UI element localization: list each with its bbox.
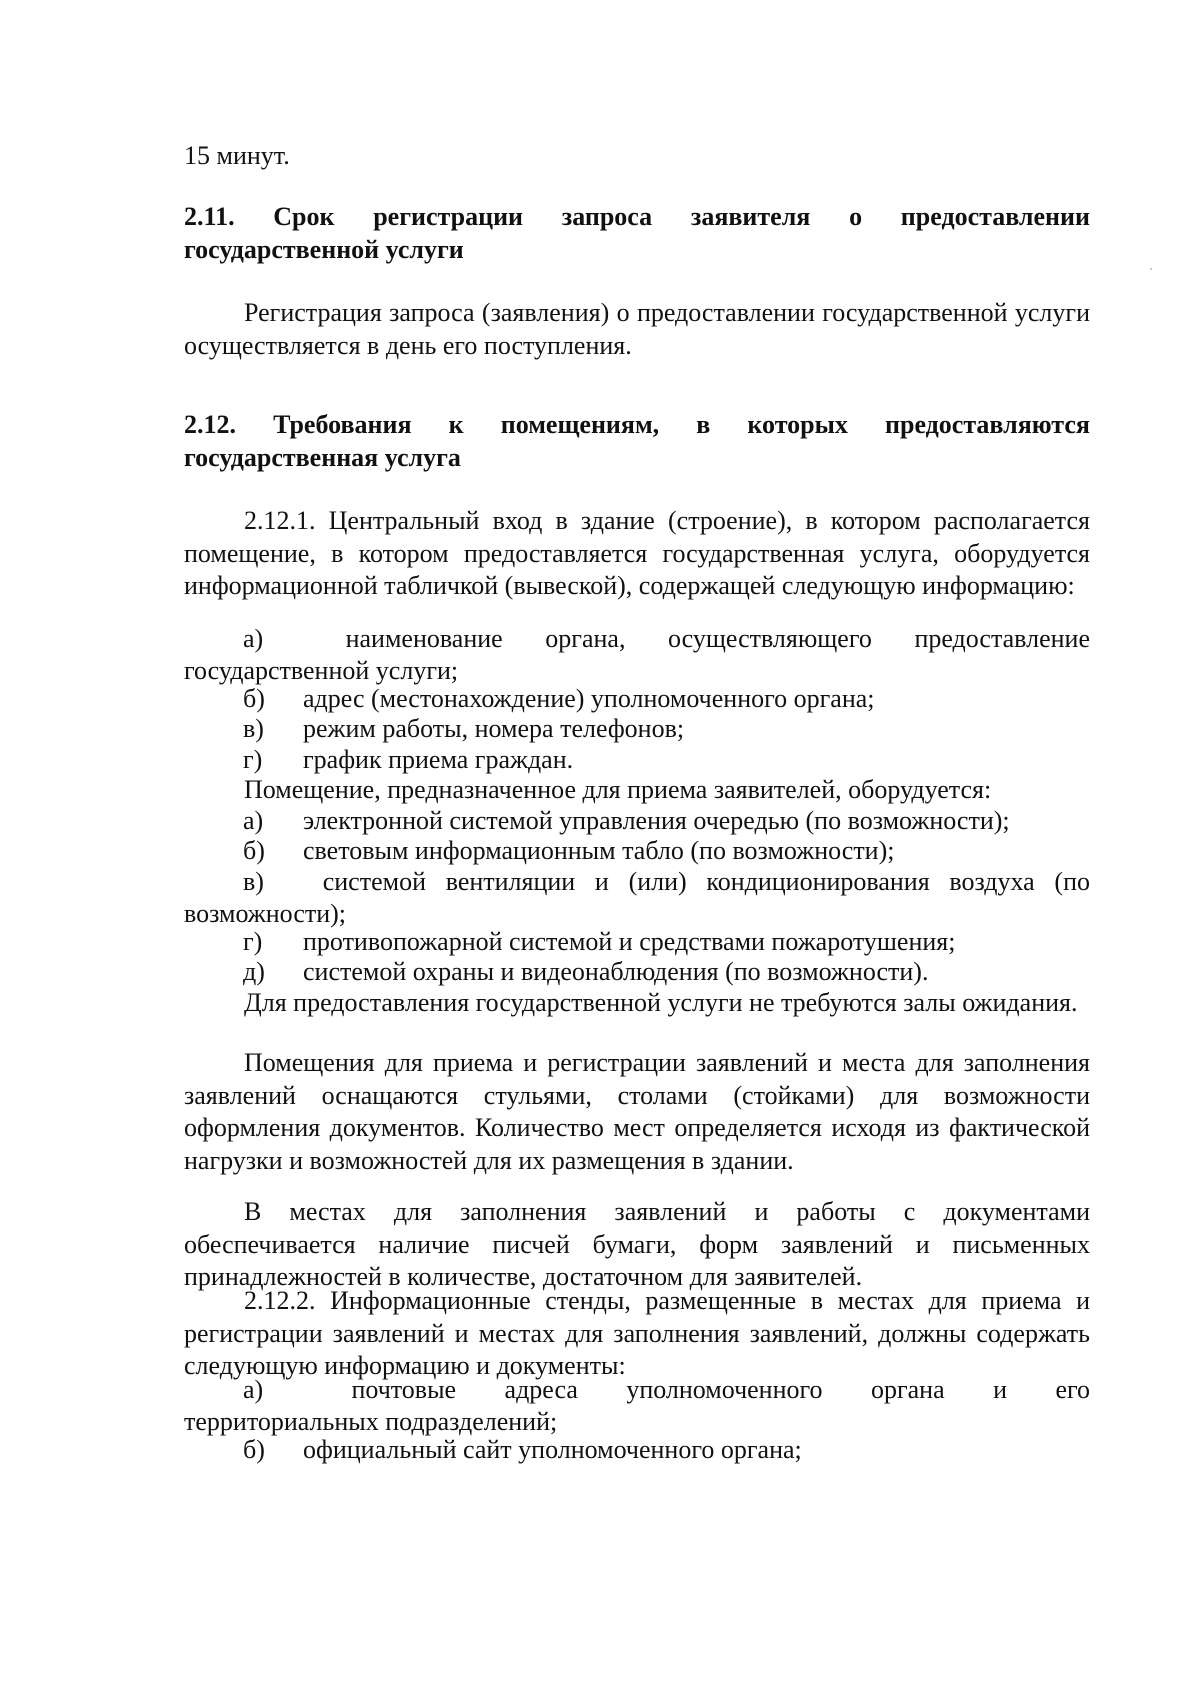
list-item — [184, 623, 1090, 689]
continuation-line: 15 минут. — [184, 141, 290, 170]
list-item-text: график приема граждан. — [303, 745, 574, 774]
section-2-11-heading: 2.11. Срок регистрации запроса заявителя о предоставлении государственной услуги — [184, 202, 1090, 264]
list-item-text: системой охраны и видеонаблюдения (по возможности). — [303, 957, 929, 986]
section-2-11-text: Регистрация запроса (заявления) о предоставлении государственной услуги осуществляется в день его поступления. — [184, 298, 1090, 360]
list-item-text-continued: государственной услуги; — [184, 656, 459, 685]
list-marker: г) — [243, 927, 263, 956]
list-item-text: противопожарной системой и средствами пожаротушения; — [303, 927, 956, 956]
paragraph-waiting-halls: Для предоставления государственной услуги не требуются залы ожидания. — [244, 988, 1078, 1017]
list-marker: а) — [243, 806, 264, 835]
paragraph-2-12-2: 2.12.2. Информационные стенды, размещенные в местах для приема и регистрации заявлений и местах для заполнения заявлений, должны содержать следующую информацию и документы: — [184, 1286, 1090, 1380]
section-2-12-heading: 2.12. Требования к помещениям, в которых предоставляются государственная услуга — [184, 410, 1090, 472]
list-marker: а) — [243, 624, 264, 653]
list-item-text: официальный сайт уполномоченного органа; — [303, 1435, 802, 1464]
scan-speck — [1150, 268, 1152, 270]
list-item-text: электронной системой управления очередью (по возможности); — [303, 806, 1010, 835]
list-item-text: наименование органа, осуществляющего предоставление — [345, 624, 1091, 653]
list-marker: в) — [243, 867, 264, 896]
list-marker: б) — [243, 684, 265, 713]
paragraph-reception-rooms: Помещения для приема и регистрации заявлений и места для заполнения заявлений оснащаются стульями, столами (стойками) для возможности оформления документов. Количество мест определяется исходя из фактической нагрузки и возможностей для их размещения в здании. — [184, 1048, 1090, 1175]
list-marker: д) — [243, 957, 265, 986]
list-item-text: почтовые адреса уполномоченного органа и его — [351, 1375, 1091, 1404]
list-marker: г) — [243, 745, 263, 774]
list-item-text: системой вентиляции и (или) кондиционирования воздуха (по — [322, 867, 1091, 896]
list-item-text-continued: возможности); — [184, 899, 347, 928]
paragraph-filling-places: В местах для заполнения заявлений и работы с документами обеспечивается наличие писчей бумаги, форм заявлений и письменных принадлежностей в количестве, достаточном для заявителей. — [184, 1197, 1090, 1291]
list-marker: в) — [243, 714, 264, 743]
list-item-text: режим работы, номера телефонов; — [303, 714, 685, 743]
paragraph-2-12-1: 2.12.1. Центральный вход в здание (строение), в котором располагается помещение, в котором предоставляется государственная услуга, оборудуется информационной табличкой (вывеской), содержащей следующую информацию: — [184, 506, 1090, 600]
room-equipment-intro: Помещение, предназначенное для приема заявителей, оборудуется: — [244, 775, 992, 804]
list-marker: б) — [243, 836, 265, 865]
list-marker: а) — [243, 1375, 264, 1404]
list-item-text: световым информационным табло (по возможности); — [303, 836, 895, 865]
list-item-text-continued: территориальных подразделений; — [184, 1407, 558, 1436]
list-item — [184, 1374, 1090, 1440]
list-item-text: адрес (местонахождение) уполномоченного органа; — [303, 684, 875, 713]
list-item — [184, 866, 1090, 932]
list-marker: б) — [243, 1435, 265, 1464]
